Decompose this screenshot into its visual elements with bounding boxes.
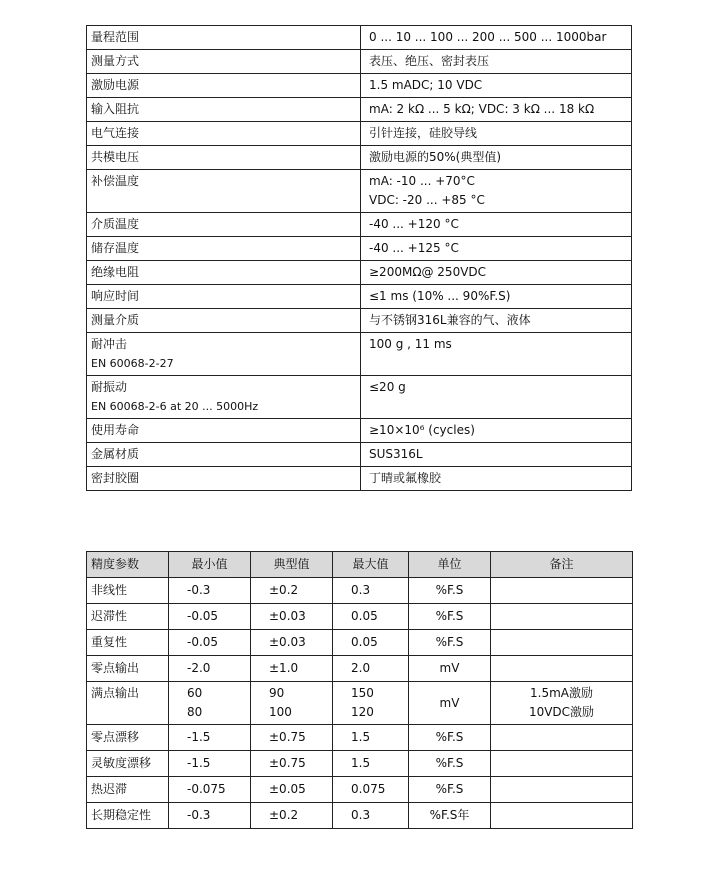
param-cell: 长期稳定性	[87, 803, 169, 829]
spec-label	[87, 376, 361, 419]
max-cell: 0.075	[333, 777, 409, 803]
spec-label: 响应时间	[87, 285, 361, 309]
spec-label: 激励电源	[87, 74, 361, 98]
max-value-vdc: 120	[351, 705, 374, 719]
typ-cell: ±0.2	[251, 803, 333, 829]
spec-row	[87, 333, 632, 376]
header-max: 最大值	[333, 552, 409, 578]
typ-cell: ±0.2	[251, 578, 333, 604]
min-cell	[169, 682, 251, 725]
spec-value: ≥200MΩ@ 250VDC	[361, 261, 632, 285]
min-cell: -0.05	[169, 604, 251, 630]
unit-cell: %F.S	[409, 604, 491, 630]
spec-row	[87, 261, 632, 285]
typ-cell: ±0.75	[251, 751, 333, 777]
param-cell: 满点输出	[87, 682, 169, 725]
typ-value-ma: 90	[269, 686, 285, 700]
spec-row	[87, 74, 632, 98]
min-cell: -1.5	[169, 751, 251, 777]
unit-cell: mV	[409, 656, 491, 682]
min-cell: -0.05	[169, 630, 251, 656]
spec-label: 共模电压	[87, 146, 361, 170]
unit-cell: %F.S	[409, 578, 491, 604]
typ-cell: ±0.03	[251, 630, 333, 656]
max-cell: 1.5	[333, 751, 409, 777]
spec-row	[87, 285, 632, 309]
unit-cell: %F.S年	[409, 803, 491, 829]
spec-label: 测量介质	[87, 309, 361, 333]
min-cell: -0.3	[169, 578, 251, 604]
spec-value: 0 ... 10 ... 100 ... 200 ... 500 ... 1000bar	[361, 26, 632, 50]
max-cell: 0.3	[333, 578, 409, 604]
param-cell: 非线性	[87, 578, 169, 604]
typ-cell	[251, 682, 333, 725]
header-unit: 单位	[409, 552, 491, 578]
note-cell	[491, 803, 633, 829]
note-cell	[491, 578, 633, 604]
min-value-vdc: 80	[187, 705, 203, 719]
table-row	[87, 777, 633, 803]
spec-value: 1.5 mADC; 10 VDC	[361, 74, 632, 98]
note-cell	[491, 656, 633, 682]
spec-label: 储存温度	[87, 237, 361, 261]
typ-cell: ±0.03	[251, 604, 333, 630]
spec-row	[87, 170, 632, 213]
min-cell: -0.3	[169, 803, 251, 829]
spec-row	[87, 309, 632, 333]
spec-row	[87, 213, 632, 237]
spec-label: 输入阻抗	[87, 98, 361, 122]
header-param: 精度参数	[87, 552, 169, 578]
spec-value: -40 ... +120 °C	[361, 213, 632, 237]
typ-cell: ±1.0	[251, 656, 333, 682]
spec-value: 100 g , 11 ms	[361, 333, 632, 376]
spec-value: mA: 2 kΩ ... 5 kΩ; VDC: 3 kΩ ... 18 kΩ	[361, 98, 632, 122]
spec-label: 测量方式	[87, 50, 361, 74]
spec-value: 与不锈钢316L兼容的气、液体	[361, 309, 632, 333]
spec-label: 使用寿命	[87, 419, 361, 443]
spec-value: ≤1 ms (10% ... 90%F.S)	[361, 285, 632, 309]
spec-row	[87, 237, 632, 261]
unit-cell: %F.S	[409, 751, 491, 777]
param-cell: 零点漂移	[87, 725, 169, 751]
spec-label: 介质温度	[87, 213, 361, 237]
accuracy-table	[86, 551, 633, 829]
spec-row	[87, 467, 632, 491]
spec-row	[87, 376, 632, 419]
note-cell	[491, 630, 633, 656]
max-value-ma: 150	[351, 686, 374, 700]
spec-label: 补偿温度	[87, 170, 361, 213]
max-cell: 0.05	[333, 630, 409, 656]
spec-value: 引针连接，硅胶导线	[361, 122, 632, 146]
spec-label: 量程范围	[87, 26, 361, 50]
spec-value: ≤20 g	[361, 376, 632, 419]
spec-table	[86, 25, 632, 491]
max-cell: 1.5	[333, 725, 409, 751]
spec-label	[87, 333, 361, 376]
spec-value: -40 ... +125 °C	[361, 237, 632, 261]
spec-label: 金属材质	[87, 443, 361, 467]
min-cell: -0.075	[169, 777, 251, 803]
param-cell: 零点输出	[87, 656, 169, 682]
spec-label-standard: EN 60068-2-6 at 20 ... 5000Hz	[91, 400, 259, 413]
note-vdc: 10VDC激励	[528, 705, 595, 719]
typ-cell: ±0.05	[251, 777, 333, 803]
max-cell: 2.0	[333, 656, 409, 682]
header-typ: 典型值	[251, 552, 333, 578]
header-min: 最小值	[169, 552, 251, 578]
spec-label: 绝缘电阻	[87, 261, 361, 285]
spec-row	[87, 98, 632, 122]
spec-row	[87, 26, 632, 50]
max-cell: 0.3	[333, 803, 409, 829]
spec-value: 激励电源的50%(典型值)	[361, 146, 632, 170]
spec-value: ≥10×10⁶ (cycles)	[361, 419, 632, 443]
min-value-ma: 60	[187, 686, 203, 700]
spec-row	[87, 122, 632, 146]
note-cell	[491, 725, 633, 751]
spec-row	[87, 419, 632, 443]
spec-value-line: mA: -10 ... +70°C	[369, 174, 475, 188]
spec-label-line: 耐振动	[91, 380, 128, 394]
typ-cell: ±0.75	[251, 725, 333, 751]
table-row	[87, 682, 633, 725]
min-cell: -1.5	[169, 725, 251, 751]
note-cell	[491, 777, 633, 803]
spec-label: 电气连接	[87, 122, 361, 146]
param-cell: 灵敏度漂移	[87, 751, 169, 777]
accuracy-header-row	[87, 552, 633, 578]
spec-row	[87, 146, 632, 170]
table-row	[87, 803, 633, 829]
param-cell: 热迟滞	[87, 777, 169, 803]
typ-value-vdc: 100	[269, 705, 292, 719]
table-row	[87, 578, 633, 604]
note-cell	[491, 682, 633, 725]
table-row	[87, 604, 633, 630]
spec-row	[87, 50, 632, 74]
spec-label-standard: EN 60068-2-27	[91, 357, 174, 370]
spec-label: 密封胶圈	[87, 467, 361, 491]
spec-label-line: 耐冲击	[91, 337, 128, 351]
spec-value: 表压、绝压、密封表压	[361, 50, 632, 74]
spec-row	[87, 443, 632, 467]
table-row	[87, 630, 633, 656]
note-cell	[491, 751, 633, 777]
note-ma: 1.5mA激励	[530, 686, 593, 700]
unit-cell: %F.S	[409, 725, 491, 751]
header-note: 备注	[491, 552, 633, 578]
note-cell	[491, 604, 633, 630]
spec-value: SUS316L	[361, 443, 632, 467]
param-cell: 重复性	[87, 630, 169, 656]
unit-cell: mV	[409, 682, 491, 725]
spec-value	[361, 170, 632, 213]
max-cell: 0.05	[333, 604, 409, 630]
unit-cell: %F.S	[409, 630, 491, 656]
min-cell: -2.0	[169, 656, 251, 682]
spec-value: 丁晴或氟橡胶	[361, 467, 632, 491]
table-row	[87, 656, 633, 682]
param-cell: 迟滞性	[87, 604, 169, 630]
table-row	[87, 725, 633, 751]
table-row	[87, 751, 633, 777]
max-cell	[333, 682, 409, 725]
unit-cell: %F.S	[409, 777, 491, 803]
spec-value-line: VDC: -20 ... +85 °C	[369, 193, 485, 207]
